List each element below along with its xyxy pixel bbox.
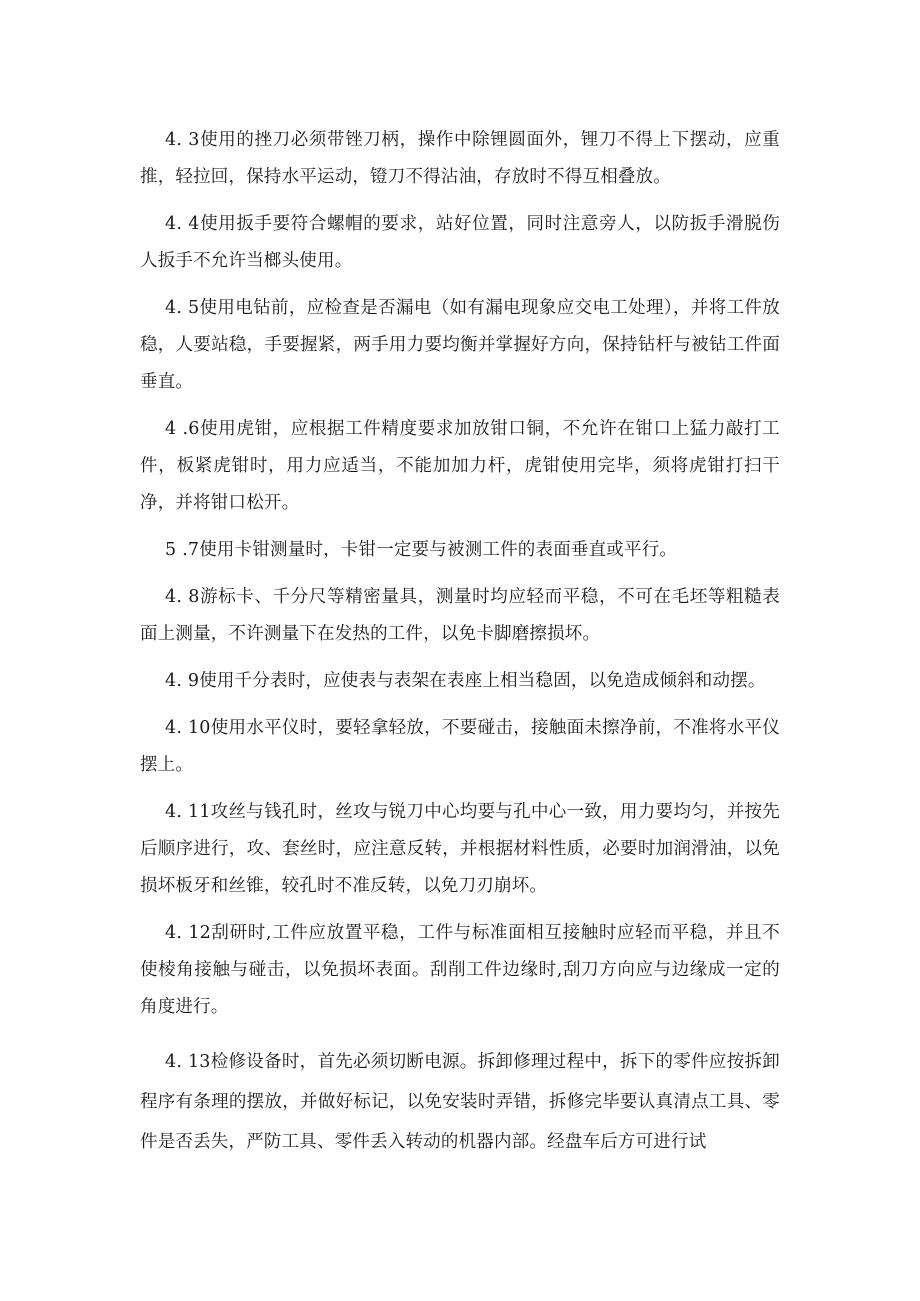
- paragraph-4-5: 4. 5使用电钻前，应检查是否漏电（如有漏电现象应交电工处理），并将工件放稳，人要站稳，手要握紧，两手用力要均衡并掌握好方向，保持钻杆与被钻工件面垂直。: [140, 298, 780, 392]
- paragraph-4-8: 4. 8游标卡、千分尺等精密量具，测量时均应轻而平稳，不可在毛坯等粗糙表面上测量，不许测量下在发热的工件，以免卡脚磨擦损坏。: [140, 587, 780, 644]
- paragraph-4-10: 4. 10使用水平仪时，要轻拿轻放，不要碰击，接触面未擦净前，不准将水平仪摆上。: [140, 718, 780, 775]
- paragraph-4-11: 4. 11攻丝与钱孔时，丝攻与锐刀中心均要与孔中心一致，用力要均匀，并按先后顺序进行，攻、套丝时，应注意反转，并根据材料性质，必要时加润滑油，以免损坏板牙和丝锥，较孔时不准反转，以免刀刃崩坏。: [140, 802, 780, 896]
- paragraph-4-4: 4. 4使用扳手要符合螺帽的要求，站好位置，同时注意旁人，以防扳手滑脱伤人扳手不允许当榔头使用。: [140, 214, 780, 271]
- document-body: [140, 122, 780, 1172]
- paragraph-4-9: 4. 9使用千分表时，应使表与表架在表座上相当稳固，以免造成倾斜和动摆。: [165, 671, 766, 691]
- paragraph-4-12: 4. 12刮研时,工件应放置平稳，工件与标准面相互接触时应轻而平稳，并且不使棱角接触与碰击，以免损坏表面。刮削工件边缘时,刮刀方向应与边缘成一定的角度进行。: [140, 923, 780, 1017]
- paragraph-4-3: 4. 3使用的挫刀必须带锉刀柄，操作中除锂圆面外，锂刀不得上下摆动，应重推，轻拉回，保持水平运动，镫刀不得沾油，存放时不得互相叠放。: [140, 130, 780, 187]
- paragraph-4-7: 5 .7使用卡钳测量时，卡钳一定要与被测工件的表面垂直或平行。: [165, 540, 678, 560]
- paragraph-4-13: 4. 13检修设备时，首先必须切断电源。拆卸修理过程中，拆下的零件应按拆卸程序有条理的摆放，并做好标记，以免安装时弄错，拆修完毕要认真清点工具、零件是否丢失，严防工具、零件丢入转动的机器内部。经盘车后方可进行试: [140, 1052, 780, 1152]
- paragraph-4-6: 4 .6使用虎钳，应根据工件精度要求加放钳口铜，不允许在钳口上猛力敲打工件，板紧虎钳时，用力应适当，不能加加力杆，虎钳使用完毕，须将虎钳打扫干净，并将钳口松开。: [140, 419, 780, 513]
